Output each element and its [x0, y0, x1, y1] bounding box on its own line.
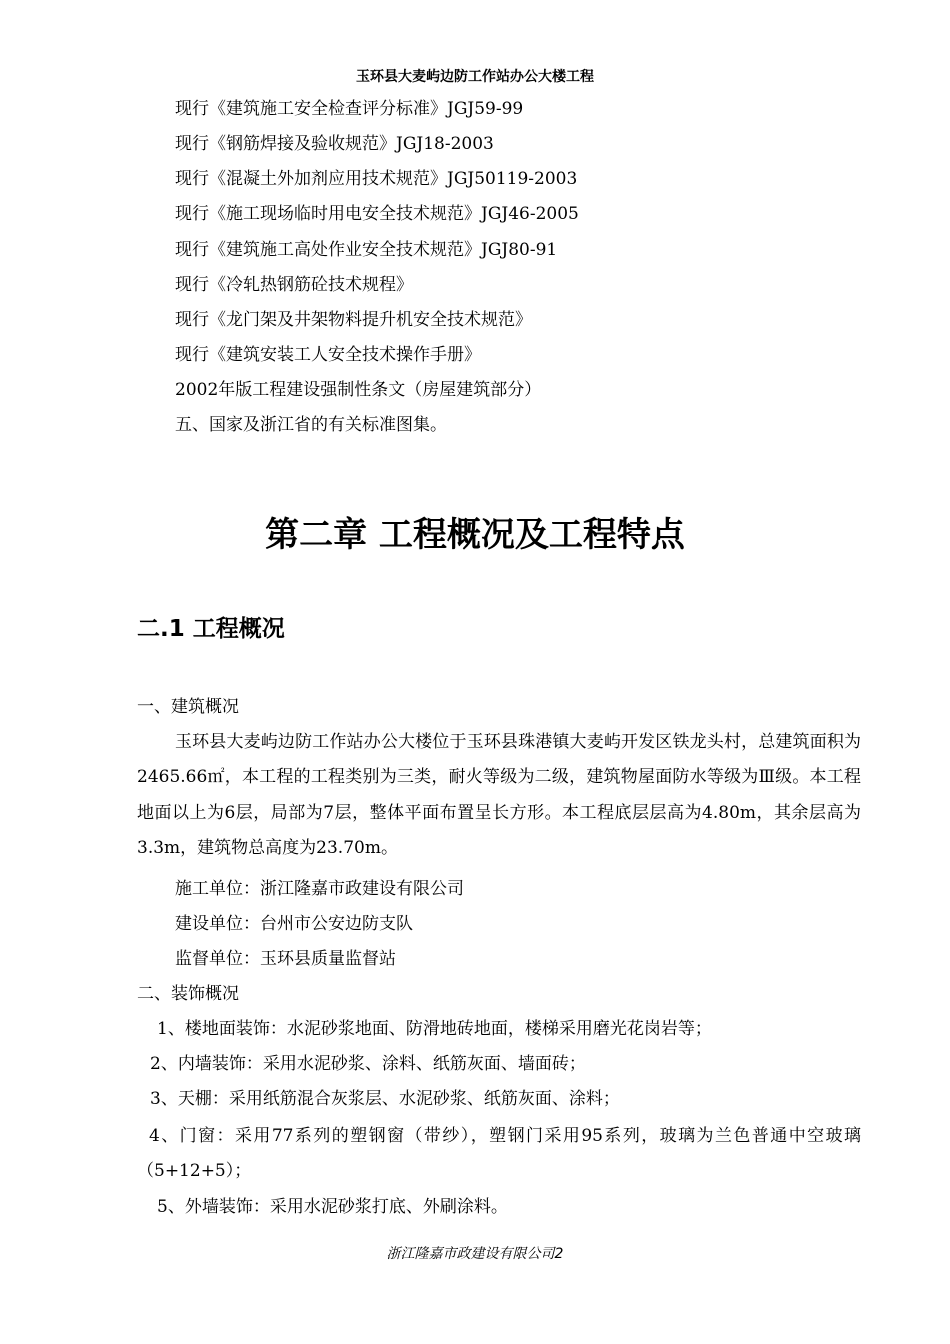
client-line: 建设单位：台州市公安边防支队	[175, 914, 413, 934]
standard-item: 现行《冷轧热钢筋砼技术规程》	[175, 275, 413, 295]
standard-item: 现行《龙门架及井架物料提升机安全技术规范》	[175, 310, 532, 330]
standard-item: 现行《建筑施工安全检查评分标准》JGJ59-99	[175, 99, 524, 119]
decoration-item-wrap	[137, 1119, 861, 1190]
contractor-line: 施工单位：浙江隆嘉市政建设有限公司	[175, 879, 464, 899]
standard-item: 现行《混凝土外加剂应用技术规范》JGJ50119-2003	[175, 169, 578, 189]
standard-item: 五、国家及浙江省的有关标准图集。	[175, 415, 447, 435]
section-title: 二.1 工程概况	[137, 616, 285, 642]
standard-item: 2002年版工程建设强制性条文（房屋建筑部分）	[175, 380, 542, 400]
building-description-text: 玉环县大麦屿边防工作站办公大楼位于玉环县珠港镇大麦屿开发区铁龙头村，总建筑面积为2465.66㎡，本工程的工程类别为三类，耐火等级为二级，建筑物屋面防水等级为Ⅲ级。本工程地面以上为6层，局部为7层，整体平面布置呈长方形。本工程底层层高为4.80m，其余层高为3.3m，建筑物总高度为23.70m。	[137, 732, 861, 858]
standard-item: 现行《建筑施工高处作业安全技术规范》JGJ80-91	[175, 240, 558, 260]
decoration-item: 3、天棚：采用纸筋混合灰浆层、水泥砂浆、纸筋灰面、涂料；	[150, 1089, 620, 1109]
page-header: 玉环县大麦屿边防工作站办公大楼工程	[356, 69, 594, 85]
decoration-item: 1、楼地面装饰：水泥砂浆地面、防滑地砖地面，楼梯采用磨光花岗岩等；	[157, 1019, 712, 1039]
building-heading: 一、建筑概况	[137, 697, 239, 717]
decoration-heading: 二、装饰概况	[137, 984, 239, 1004]
decoration-item: 2、内墙装饰：采用水泥砂浆、涂料、纸筋灰面、墙面砖；	[150, 1054, 586, 1074]
decoration-item: 4、门窗：采用77系列的塑钢窗（带纱），塑钢门采用95系列，玻璃为兰色普通中空玻璃（5+12+5）；	[137, 1126, 861, 1182]
chapter-title: 第二章 工程概况及工程特点	[265, 515, 685, 555]
building-description	[137, 725, 861, 866]
standard-item: 现行《钢筋焊接及验收规范》JGJ18-2003	[175, 134, 494, 154]
decoration-item: 5、外墙装饰：采用水泥砂浆打底、外刷涂料。	[157, 1197, 508, 1217]
standard-item: 现行《建筑安装工人安全技术操作手册》	[175, 345, 481, 365]
standard-item: 现行《施工现场临时用电安全技术规范》JGJ46-2005	[175, 204, 579, 224]
supervisor-line: 监督单位：玉环县质量监督站	[175, 949, 396, 969]
page-footer: 浙江隆嘉市政建设有限公司2	[386, 1246, 564, 1262]
